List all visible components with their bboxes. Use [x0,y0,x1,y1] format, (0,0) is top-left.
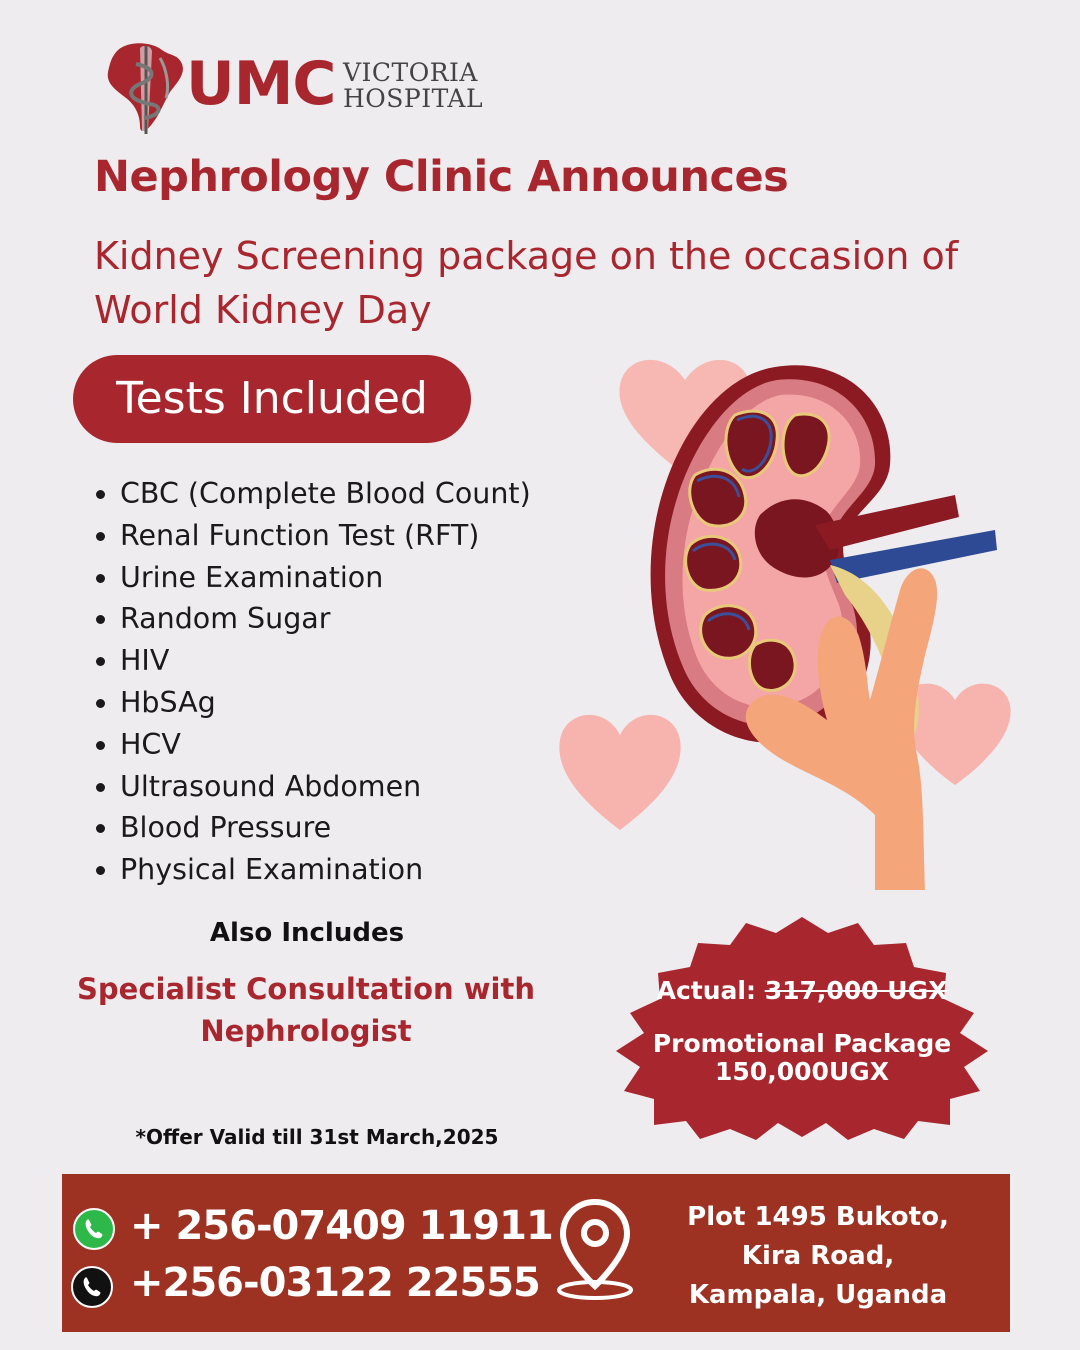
address-line3: Kampala, Uganda [688,1280,948,1310]
heart-icon [559,715,680,830]
test-item: • Blood Pressure [120,807,531,849]
location-pin-icon [555,1198,635,1302]
actual-price-label: Actual: [656,976,756,1005]
test-item: • Urine Examination [120,557,531,599]
test-item: • Renal Function Test (RFT) [120,515,531,557]
actual-price [612,976,992,1005]
tests-included-pill: Tests Included [73,355,471,443]
address-line2: Kira Road, [741,1241,895,1271]
test-item: • Random Sugar [120,598,531,640]
subheadline: Kidney Screening package on the occasion of World Kidney Day [94,234,959,332]
promo-package-label: Promotional Package [652,1029,952,1058]
tests-list [72,473,531,891]
specialist-consultation [60,968,552,1052]
phone-number-whatsapp[interactable]: + 256-07409 11911 [130,1203,553,1249]
test-item: • HbSAg [120,682,531,724]
price-badge [612,915,992,1140]
consultation-line1: Specialist Consultation with [77,972,535,1006]
headline: Nephrology Clinic Announces [94,152,789,202]
address [668,1198,968,1315]
brand-subtitle-line2: HOSPITAL [343,84,484,113]
kidney-illustration [545,345,1025,890]
consultation-line2: Nephrologist [200,1014,412,1048]
test-item: • Ultrasound Abdomen [120,766,531,808]
also-includes-title: Also Includes [209,918,405,948]
phone-icon [70,1265,114,1309]
phone-number-landline[interactable]: +256-03122 22555 [130,1260,540,1306]
address-line1: Plot 1495 Bukoto, [687,1202,949,1232]
test-item: • HCV [120,724,531,766]
actual-price-value: 317,000 UGX [764,976,948,1005]
brand-subtitle-line1: VICTORIA [343,58,478,87]
test-item: • HIV [120,640,531,682]
promo-package-price: 150,000UGX [715,1057,889,1086]
test-item: • CBC (Complete Blood Count) [120,473,531,515]
whatsapp-icon [72,1207,116,1251]
brand-subtitle [343,60,483,112]
offer-validity-note: *Offer Valid till 31st March,2025 [135,1125,499,1149]
brand-name: UMC [186,49,336,119]
test-item: • Physical Examination [120,849,531,891]
